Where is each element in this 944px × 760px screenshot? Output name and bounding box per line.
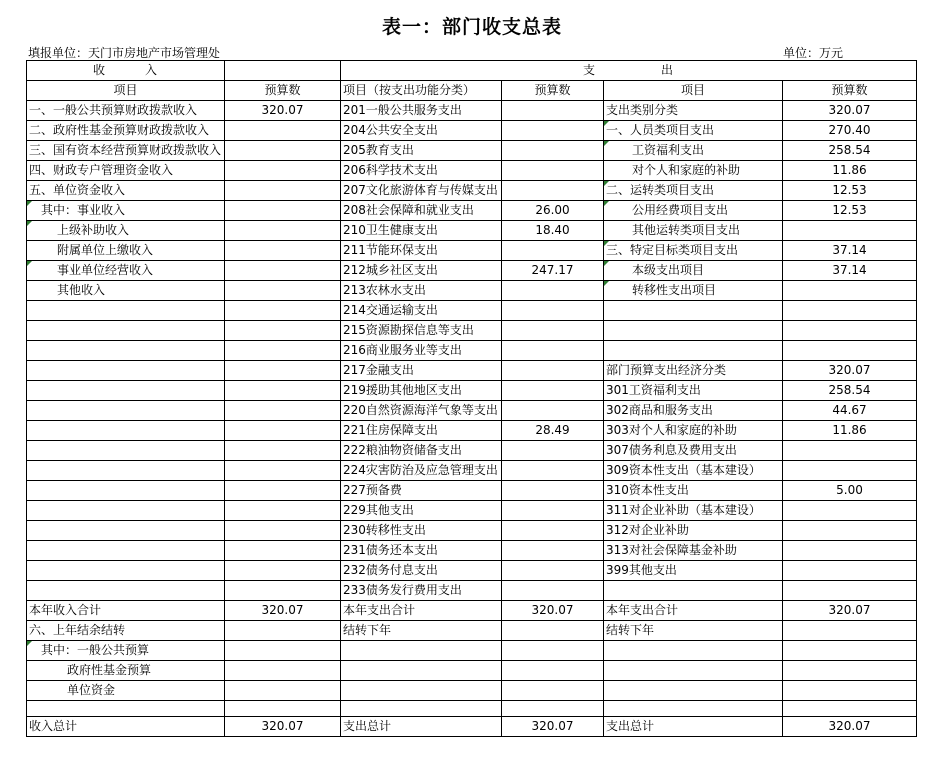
- func-item-cell: [341, 661, 502, 681]
- page-title: 表一：部门收支总表: [381, 16, 562, 38]
- func-item-cell: 205教育支出: [341, 141, 502, 161]
- func-budget-cell: [502, 341, 604, 361]
- func-budget-cell: 320.07: [502, 601, 604, 621]
- econ-budget-cell: 11.86: [783, 161, 917, 181]
- func-budget-cell: [502, 441, 604, 461]
- econ-budget-cell: [783, 661, 917, 681]
- income-budget-cell: [225, 681, 341, 701]
- income-item-cell: [27, 701, 225, 717]
- econ-item-cell: [604, 301, 783, 321]
- econ-budget-cell: [783, 561, 917, 581]
- econ-item-cell: [604, 681, 783, 701]
- income-item-cell: [27, 401, 225, 421]
- econ-budget-cell: [783, 441, 917, 461]
- income-budget-cell: [225, 241, 341, 261]
- income-item-cell: [27, 481, 225, 501]
- econ-budget-cell: [783, 581, 917, 601]
- table-row: [27, 421, 917, 441]
- func-budget-cell: [502, 361, 604, 381]
- income-item-cell: [27, 541, 225, 561]
- table-row: [27, 541, 917, 561]
- table-row: [27, 581, 917, 601]
- func-item-cell: 213农林水支出: [341, 281, 502, 301]
- econ-budget-cell: 37.14: [783, 241, 917, 261]
- income-budget-cell: [225, 141, 341, 161]
- econ-budget-cell: [783, 501, 917, 521]
- func-item-cell: 220自然资源海洋气象等支出: [341, 401, 502, 421]
- func-item-header: 项目（按支出功能分类）: [341, 81, 502, 101]
- econ-budget-cell: [783, 301, 917, 321]
- income-budget-cell: 320.07: [225, 601, 341, 621]
- table-row: [27, 601, 917, 621]
- table-row: [27, 121, 917, 141]
- table-row: [27, 641, 917, 661]
- func-budget-cell: 247.17: [502, 261, 604, 281]
- income-budget-cell: [225, 281, 341, 301]
- table-row: [27, 461, 917, 481]
- func-item-cell: 217金融支出: [341, 361, 502, 381]
- econ-item-cell: 支出总计: [604, 717, 783, 737]
- func-item-cell: 201一般公共服务支出: [341, 101, 502, 121]
- func-item-cell: 229其他支出: [341, 501, 502, 521]
- econ-item-cell: 301工资福利支出: [604, 381, 783, 401]
- func-budget-cell: [502, 621, 604, 641]
- econ-item-cell: 支出类别分类: [604, 101, 783, 121]
- empty-cell: [225, 61, 341, 81]
- econ-budget-cell: [783, 321, 917, 341]
- budget-summary-table: [26, 60, 917, 737]
- income-budget-cell: [225, 301, 341, 321]
- func-budget-cell: [502, 141, 604, 161]
- table-row: [27, 141, 917, 161]
- func-budget-cell: 28.49: [502, 421, 604, 441]
- func-budget-cell: [502, 101, 604, 121]
- econ-item-cell: 本级支出项目: [604, 261, 783, 281]
- table-row: [27, 281, 917, 301]
- func-item-cell: 210卫生健康支出: [341, 221, 502, 241]
- econ-item-cell: 一、人员类项目支出: [604, 121, 783, 141]
- econ-item-cell: 311对企业补助（基本建设）: [604, 501, 783, 521]
- func-budget-cell: [502, 161, 604, 181]
- table-row: [27, 161, 917, 181]
- table-row: [27, 621, 917, 641]
- econ-item-cell: 对个人和家庭的补助: [604, 161, 783, 181]
- table-row: [27, 181, 917, 201]
- econ-item-cell: 312对企业补助: [604, 521, 783, 541]
- income-item-cell: 六、上年结余结转: [27, 621, 225, 641]
- func-item-cell: 204公共安全支出: [341, 121, 502, 141]
- income-item-cell: [27, 501, 225, 521]
- table-row: [27, 661, 917, 681]
- func-budget-cell: [502, 701, 604, 717]
- income-budget-cell: [225, 161, 341, 181]
- func-budget-cell: [502, 481, 604, 501]
- income-item-cell: [27, 381, 225, 401]
- income-item-cell: [27, 421, 225, 441]
- func-item-cell: 231债务还本支出: [341, 541, 502, 561]
- econ-item-cell: 309资本性支出（基本建设）: [604, 461, 783, 481]
- func-budget-cell: [502, 681, 604, 701]
- income-budget-cell: [225, 261, 341, 281]
- func-budget-cell: 18.40: [502, 221, 604, 241]
- econ-budget-cell: 320.07: [783, 717, 917, 737]
- income-budget-cell: [225, 181, 341, 201]
- func-item-cell: 215资源勘探信息等支出: [341, 321, 502, 341]
- econ-item-cell: [604, 341, 783, 361]
- income-budget-cell: [225, 501, 341, 521]
- func-item-cell: [341, 681, 502, 701]
- func-item-cell: 212城乡社区支出: [341, 261, 502, 281]
- table-row: [27, 361, 917, 381]
- func-item-cell: 本年支出合计: [341, 601, 502, 621]
- table-row: [27, 701, 917, 717]
- func-budget-header: 预算数: [502, 81, 604, 101]
- func-item-cell: 222粮油物资储备支出: [341, 441, 502, 461]
- econ-budget-cell: 258.54: [783, 381, 917, 401]
- table-row: [27, 561, 917, 581]
- econ-budget-cell: 270.40: [783, 121, 917, 141]
- econ-budget-cell: 37.14: [783, 261, 917, 281]
- table-row: [27, 717, 917, 737]
- table-row: [27, 321, 917, 341]
- func-item-cell: 230转移性支出: [341, 521, 502, 541]
- income-item-cell: [27, 521, 225, 541]
- func-budget-cell: [502, 561, 604, 581]
- table-row: [27, 441, 917, 461]
- econ-budget-cell: [783, 521, 917, 541]
- econ-item-cell: [604, 661, 783, 681]
- func-budget-cell: [502, 541, 604, 561]
- econ-budget-cell: [783, 701, 917, 717]
- income-budget-cell: [225, 321, 341, 341]
- func-item-cell: 227预备费: [341, 481, 502, 501]
- income-budget-cell: [225, 441, 341, 461]
- func-item-cell: 支出总计: [341, 717, 502, 737]
- econ-item-cell: 303对个人和家庭的补助: [604, 421, 783, 441]
- income-item-cell: [27, 441, 225, 461]
- econ-item-cell: 其他运转类项目支出: [604, 221, 783, 241]
- econ-budget-cell: 44.67: [783, 401, 917, 421]
- income-item-cell: 一、一般公共预算财政拨款收入: [27, 101, 225, 121]
- income-budget-cell: [225, 561, 341, 581]
- econ-budget-cell: [783, 281, 917, 301]
- econ-budget-cell: [783, 461, 917, 481]
- econ-budget-cell: [783, 221, 917, 241]
- econ-budget-cell: [783, 641, 917, 661]
- table-row: [27, 501, 917, 521]
- func-item-cell: 224灾害防治及应急管理支出: [341, 461, 502, 481]
- section-header-row: [27, 61, 917, 81]
- table-row: [27, 521, 917, 541]
- econ-item-cell: 工资福利支出: [604, 141, 783, 161]
- income-budget-cell: [225, 521, 341, 541]
- func-budget-cell: [502, 121, 604, 141]
- income-item-cell: 其中：一般公共预算: [27, 641, 225, 661]
- income-item-cell: 其他收入: [27, 281, 225, 301]
- income-budget-header: 预算数: [225, 81, 341, 101]
- table-row: [27, 401, 917, 421]
- func-item-cell: 233债务发行费用支出: [341, 581, 502, 601]
- reporting-unit: 填报单位：天门市房地产市场管理处: [28, 46, 221, 60]
- func-item-cell: 216商业服务业等支出: [341, 341, 502, 361]
- econ-budget-cell: 320.07: [783, 101, 917, 121]
- econ-item-cell: 公用经费项目支出: [604, 201, 783, 221]
- econ-item-cell: 转移性支出项目: [604, 281, 783, 301]
- econ-item-cell: 三、特定目标类项目支出: [604, 241, 783, 261]
- econ-item-header: 项目: [604, 81, 783, 101]
- table-row: [27, 341, 917, 361]
- income-budget-cell: [225, 661, 341, 681]
- table-row: [27, 201, 917, 221]
- income-item-cell: 事业单位经营收入: [27, 261, 225, 281]
- econ-item-cell: 部门预算支出经济分类: [604, 361, 783, 381]
- econ-budget-cell: 320.07: [783, 361, 917, 381]
- income-item-cell: 上级补助收入: [27, 221, 225, 241]
- income-budget-cell: [225, 401, 341, 421]
- func-item-cell: [341, 641, 502, 661]
- econ-budget-header: 预算数: [783, 81, 917, 101]
- table-row: [27, 481, 917, 501]
- func-item-cell: [341, 701, 502, 717]
- econ-item-cell: 本年支出合计: [604, 601, 783, 621]
- econ-budget-cell: 12.53: [783, 201, 917, 221]
- econ-item-cell: 399其他支出: [604, 561, 783, 581]
- income-item-cell: 附属单位上缴收入: [27, 241, 225, 261]
- func-budget-cell: [502, 301, 604, 321]
- func-item-cell: 214交通运输支出: [341, 301, 502, 321]
- income-item-cell: 政府性基金预算: [27, 661, 225, 681]
- func-item-cell: 208社会保障和就业支出: [341, 201, 502, 221]
- income-budget-cell: [225, 201, 341, 221]
- econ-item-cell: 310资本性支出: [604, 481, 783, 501]
- econ-budget-cell: [783, 541, 917, 561]
- func-budget-cell: [502, 461, 604, 481]
- income-item-cell: 其中：事业收入: [27, 201, 225, 221]
- income-item-cell: 收入总计: [27, 717, 225, 737]
- currency-unit: 单位：万元: [783, 46, 844, 60]
- func-budget-cell: [502, 281, 604, 301]
- table-row: [27, 101, 917, 121]
- table-row: [27, 221, 917, 241]
- func-budget-cell: [502, 501, 604, 521]
- table-row: [27, 241, 917, 261]
- income-item-cell: 二、政府性基金预算财政拨款收入: [27, 121, 225, 141]
- income-budget-cell: [225, 361, 341, 381]
- func-budget-cell: [502, 241, 604, 261]
- econ-item-cell: 313对社会保障基金补助: [604, 541, 783, 561]
- econ-item-cell: [604, 581, 783, 601]
- income-budget-cell: 320.07: [225, 717, 341, 737]
- income-section-header: 收 入: [27, 61, 225, 81]
- func-budget-cell: [502, 401, 604, 421]
- table-row: [27, 681, 917, 701]
- income-budget-cell: [225, 341, 341, 361]
- table-row: [27, 261, 917, 281]
- func-budget-cell: [502, 641, 604, 661]
- income-item-cell: 本年收入合计: [27, 601, 225, 621]
- econ-item-cell: [604, 701, 783, 717]
- income-item-cell: [27, 581, 225, 601]
- income-budget-cell: [225, 621, 341, 641]
- income-item-cell: [27, 561, 225, 581]
- func-budget-cell: [502, 661, 604, 681]
- income-item-cell: 五、单位资金收入: [27, 181, 225, 201]
- income-budget-cell: [225, 581, 341, 601]
- table-row: [27, 381, 917, 401]
- econ-budget-cell: 320.07: [783, 601, 917, 621]
- column-header-row: [27, 81, 917, 101]
- func-budget-cell: [502, 381, 604, 401]
- income-item-cell: 三、国有资本经营预算财政拨款收入: [27, 141, 225, 161]
- func-item-cell: 221住房保障支出: [341, 421, 502, 441]
- income-item-cell: 单位资金: [27, 681, 225, 701]
- income-budget-cell: [225, 221, 341, 241]
- income-budget-cell: [225, 421, 341, 441]
- func-budget-cell: [502, 321, 604, 341]
- econ-item-cell: 二、运转类项目支出: [604, 181, 783, 201]
- econ-budget-cell: 12.53: [783, 181, 917, 201]
- econ-budget-cell: [783, 341, 917, 361]
- econ-budget-cell: [783, 621, 917, 641]
- econ-budget-cell: 258.54: [783, 141, 917, 161]
- income-item-header: 项目: [27, 81, 225, 101]
- econ-budget-cell: 5.00: [783, 481, 917, 501]
- income-budget-cell: [225, 541, 341, 561]
- income-budget-cell: 320.07: [225, 101, 341, 121]
- expense-section-header: 支 出: [341, 61, 917, 81]
- income-item-cell: 四、财政专户管理资金收入: [27, 161, 225, 181]
- income-item-cell: [27, 461, 225, 481]
- income-budget-cell: [225, 701, 341, 717]
- income-item-cell: [27, 341, 225, 361]
- income-budget-cell: [225, 121, 341, 141]
- func-item-cell: 219援助其他地区支出: [341, 381, 502, 401]
- table-row: [27, 301, 917, 321]
- econ-item-cell: 302商品和服务支出: [604, 401, 783, 421]
- func-budget-cell: [502, 181, 604, 201]
- income-item-cell: [27, 321, 225, 341]
- func-item-cell: 207文化旅游体育与传媒支出: [341, 181, 502, 201]
- income-budget-cell: [225, 461, 341, 481]
- func-budget-cell: [502, 521, 604, 541]
- econ-budget-cell: [783, 681, 917, 701]
- func-item-cell: 232债务付息支出: [341, 561, 502, 581]
- income-budget-cell: [225, 481, 341, 501]
- income-budget-cell: [225, 381, 341, 401]
- income-item-cell: [27, 301, 225, 321]
- func-budget-cell: [502, 581, 604, 601]
- income-budget-cell: [225, 641, 341, 661]
- func-item-cell: 211节能环保支出: [341, 241, 502, 261]
- func-item-cell: 206科学技术支出: [341, 161, 502, 181]
- func-item-cell: 结转下年: [341, 621, 502, 641]
- econ-item-cell: [604, 321, 783, 341]
- func-budget-cell: 320.07: [502, 717, 604, 737]
- income-item-cell: [27, 361, 225, 381]
- econ-item-cell: [604, 641, 783, 661]
- func-budget-cell: 26.00: [502, 201, 604, 221]
- econ-budget-cell: 11.86: [783, 421, 917, 441]
- econ-item-cell: 结转下年: [604, 621, 783, 641]
- econ-item-cell: 307债务利息及费用支出: [604, 441, 783, 461]
